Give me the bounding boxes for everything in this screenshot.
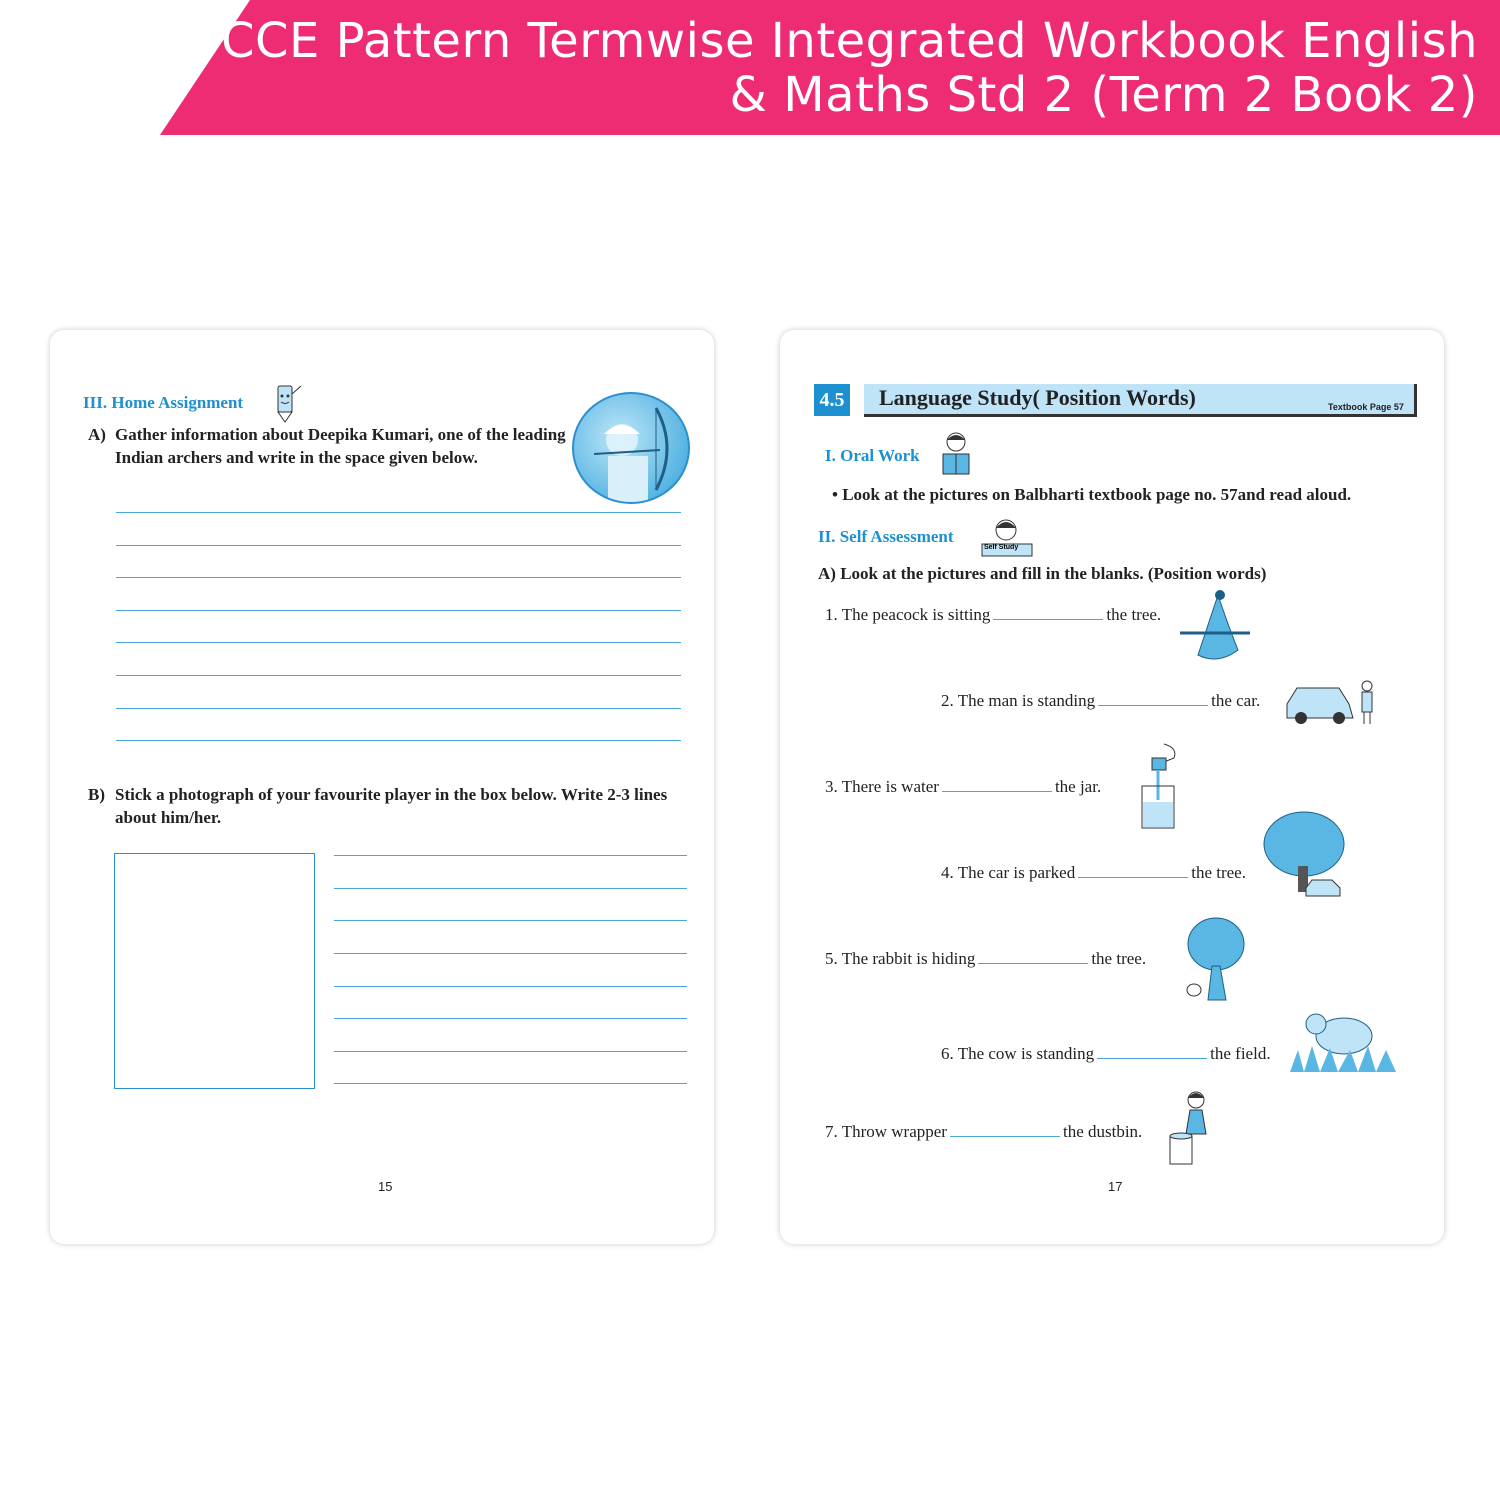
archer-photo	[572, 392, 690, 504]
tree-and-car-icon	[1260, 808, 1348, 900]
banner-title	[178, 14, 1478, 122]
answer-blank[interactable]	[993, 603, 1103, 620]
banner-title-line2: & Maths Std 2 (Term 2 Book 2)	[729, 67, 1478, 123]
fill-item-4	[941, 861, 1246, 883]
rabbit-and-tree-icon	[1182, 916, 1246, 1002]
question-a-label: A)	[88, 425, 106, 444]
section-title: Language Study( Position Words)	[879, 385, 1196, 410]
item-text-after: the car.	[1211, 691, 1261, 710]
item-number: 5.	[825, 949, 838, 968]
answer-blank[interactable]	[978, 947, 1088, 964]
left-page	[50, 330, 714, 1244]
question-b-label: B)	[88, 785, 105, 804]
writing-line	[334, 953, 687, 954]
peacock-icon	[1178, 585, 1252, 667]
oral-work-instruction: • Look at the pictures on Balbharti textbook page no. 57and read aloud.	[832, 485, 1352, 504]
page-number: 17	[1108, 1179, 1123, 1194]
writing-line	[334, 855, 687, 856]
item-number: 2.	[941, 691, 954, 710]
item-number: 6.	[941, 1044, 954, 1063]
item-text-after: the tree.	[1091, 949, 1147, 968]
question-b-text: Stick a photograph of your favourite player in the box below. Write 2-3 lines about him/her.	[115, 785, 668, 827]
writing-line	[116, 642, 681, 643]
water-jar-icon	[1134, 740, 1190, 832]
fill-item-1	[825, 603, 1161, 625]
archer-illustration	[574, 394, 688, 502]
item-text-after: the field.	[1210, 1044, 1271, 1063]
self-study-tag: Self Study	[984, 544, 1019, 551]
item-text-after: the tree.	[1106, 605, 1162, 624]
item-number: 3.	[825, 777, 838, 796]
answer-blank[interactable]	[942, 775, 1052, 792]
pencil-mascot-icon	[268, 380, 304, 424]
cow-in-field-icon	[1290, 1006, 1400, 1076]
oral-work-heading: I. Oral Work	[825, 446, 920, 465]
item-text-before: The man is standing	[957, 691, 1096, 710]
self-study-boy-icon	[978, 516, 1036, 558]
item-text-after: the jar.	[1054, 777, 1102, 796]
writing-line	[334, 986, 687, 987]
man-and-car-icon	[1283, 674, 1379, 726]
self-assessment-heading: II. Self Assessment	[818, 527, 954, 546]
section-number: 4.5	[814, 384, 850, 416]
writing-line	[116, 740, 681, 741]
fill-item-3	[825, 775, 1101, 797]
answer-blank[interactable]	[1097, 1042, 1207, 1059]
writing-line	[334, 888, 687, 889]
textbook-page-ref: Textbook Page 57	[1328, 402, 1404, 412]
fill-item-2	[941, 689, 1260, 711]
writing-line	[116, 708, 681, 709]
answer-blank[interactable]	[1078, 861, 1188, 878]
girl-and-dustbin-icon	[1166, 1088, 1222, 1168]
writing-line	[116, 675, 681, 676]
writing-line	[334, 1051, 687, 1052]
reading-boy-icon	[938, 430, 974, 478]
page-number: 15	[378, 1179, 393, 1194]
writing-line	[116, 545, 681, 546]
photo-box	[114, 853, 315, 1089]
right-page	[780, 330, 1444, 1244]
writing-line	[116, 577, 681, 578]
fill-item-6	[941, 1042, 1271, 1064]
writing-line	[116, 512, 681, 513]
banner-title-line1: CCE Pattern Termwise Integrated Workbook English	[220, 13, 1478, 69]
writing-line	[334, 1018, 687, 1019]
writing-line	[116, 610, 681, 611]
item-number: 1.	[825, 605, 838, 624]
item-text-after: the dustbin.	[1062, 1122, 1143, 1141]
item-text-before: Throw wrapper	[841, 1122, 947, 1141]
fill-item-7	[825, 1120, 1142, 1142]
title-banner	[0, 0, 1500, 135]
writing-line	[334, 920, 687, 921]
question-a-instruction: A) Look at the pictures and fill in the blanks. (Position words)	[818, 564, 1267, 583]
fill-item-5	[825, 947, 1146, 969]
answer-blank[interactable]	[950, 1120, 1060, 1137]
answer-blank[interactable]	[1098, 689, 1208, 706]
item-number: 4.	[941, 863, 954, 882]
item-text-before: The rabbit is hiding	[841, 949, 976, 968]
item-text-before: The peacock is sitting	[841, 605, 991, 624]
question-a-text: Gather information about Deepika Kumari, one of the leading Indian archers and write in the space given below.	[115, 425, 566, 467]
item-text-before: The cow is standing	[957, 1044, 1095, 1063]
item-text-before: There is water	[841, 777, 939, 796]
writing-line	[334, 1083, 687, 1084]
item-text-after: the tree.	[1191, 863, 1246, 882]
item-number: 7.	[825, 1122, 838, 1141]
home-assignment-heading: III. Home Assignment	[83, 393, 244, 412]
item-text-before: The car is parked	[957, 863, 1076, 882]
